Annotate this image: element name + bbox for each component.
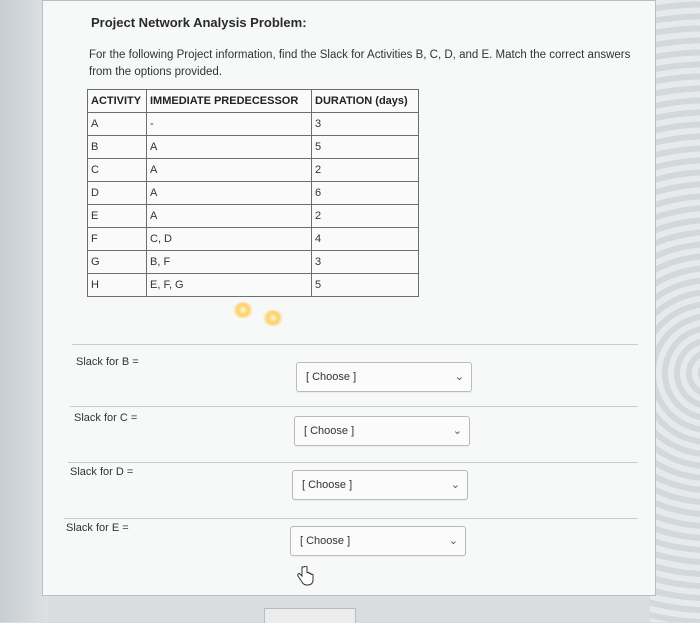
table-row: [88, 251, 419, 274]
question-panel: [42, 0, 656, 596]
cell-duration: 2: [312, 205, 419, 228]
slack-e-dropdown[interactable]: [290, 526, 466, 556]
cell-activity: C: [88, 159, 147, 182]
header-duration: DURATION (days): [312, 90, 419, 113]
divider: [72, 344, 638, 345]
table-row: [88, 274, 419, 297]
slack-c-selected: [ Choose ]: [304, 425, 355, 437]
table-row: [88, 228, 419, 251]
slack-b-selected: [ Choose ]: [306, 371, 357, 383]
cell-predecessor: A: [147, 182, 312, 205]
header-predecessor: IMMEDIATE PREDECESSOR: [147, 90, 312, 113]
cell-activity: B: [88, 136, 147, 159]
slack-c-dropdown[interactable]: [294, 416, 470, 446]
table-row: [88, 182, 419, 205]
cell-duration: 5: [312, 274, 419, 297]
cell-duration: 5: [312, 136, 419, 159]
chevron-down-icon: ⌄: [448, 535, 458, 547]
cell-predecessor: A: [147, 205, 312, 228]
cell-duration: 6: [312, 182, 419, 205]
cell-activity: D: [88, 182, 147, 205]
cell-predecessor: A: [147, 159, 312, 182]
next-button-partial[interactable]: [264, 608, 356, 623]
cell-predecessor: A: [147, 136, 312, 159]
problem-description: For the following Project information, find the Slack for Activities B, C, D, and E. Match the correct answers from the options provided.: [89, 49, 631, 78]
table-header-row: [88, 90, 419, 113]
table-row: [88, 136, 419, 159]
slack-b-dropdown[interactable]: [296, 362, 472, 392]
light-glare: [262, 310, 284, 326]
slack-d-selected: [ Choose ]: [302, 479, 353, 491]
chevron-down-icon: ⌄: [450, 479, 460, 491]
cell-duration: 2: [312, 159, 419, 182]
problem-title: Project Network Analysis Problem:: [91, 15, 307, 30]
cell-activity: A: [88, 113, 147, 136]
background-left: [0, 0, 48, 622]
slack-d-label: Slack for D =: [70, 466, 134, 478]
cell-predecessor: B, F: [147, 251, 312, 274]
table-row: [88, 159, 419, 182]
slack-b-label: Slack for B =: [76, 356, 139, 368]
background-right: [650, 0, 700, 622]
cell-activity: E: [88, 205, 147, 228]
cell-predecessor: -: [147, 113, 312, 136]
slack-c-label: Slack for C =: [74, 412, 138, 424]
hand-pointer-icon: [296, 566, 314, 586]
cell-predecessor: E, F, G: [147, 274, 312, 297]
cell-activity: H: [88, 274, 147, 297]
header-activity: ACTIVITY: [88, 90, 147, 113]
cell-duration: 3: [312, 113, 419, 136]
table-row: [88, 205, 419, 228]
slack-e-label: Slack for E =: [66, 522, 129, 534]
divider: [64, 518, 638, 519]
cell-activity: G: [88, 251, 147, 274]
slack-e-selected: [ Choose ]: [300, 535, 351, 547]
activity-table: [87, 89, 419, 297]
cell-activity: F: [88, 228, 147, 251]
cell-predecessor: C, D: [147, 228, 312, 251]
light-glare: [232, 302, 254, 318]
slack-d-dropdown[interactable]: [292, 470, 468, 500]
chevron-down-icon: ⌄: [452, 425, 462, 437]
chevron-down-icon: ⌄: [454, 371, 464, 383]
cell-duration: 4: [312, 228, 419, 251]
divider: [70, 406, 638, 407]
cell-duration: 3: [312, 251, 419, 274]
table-row: [88, 113, 419, 136]
divider: [68, 462, 638, 463]
